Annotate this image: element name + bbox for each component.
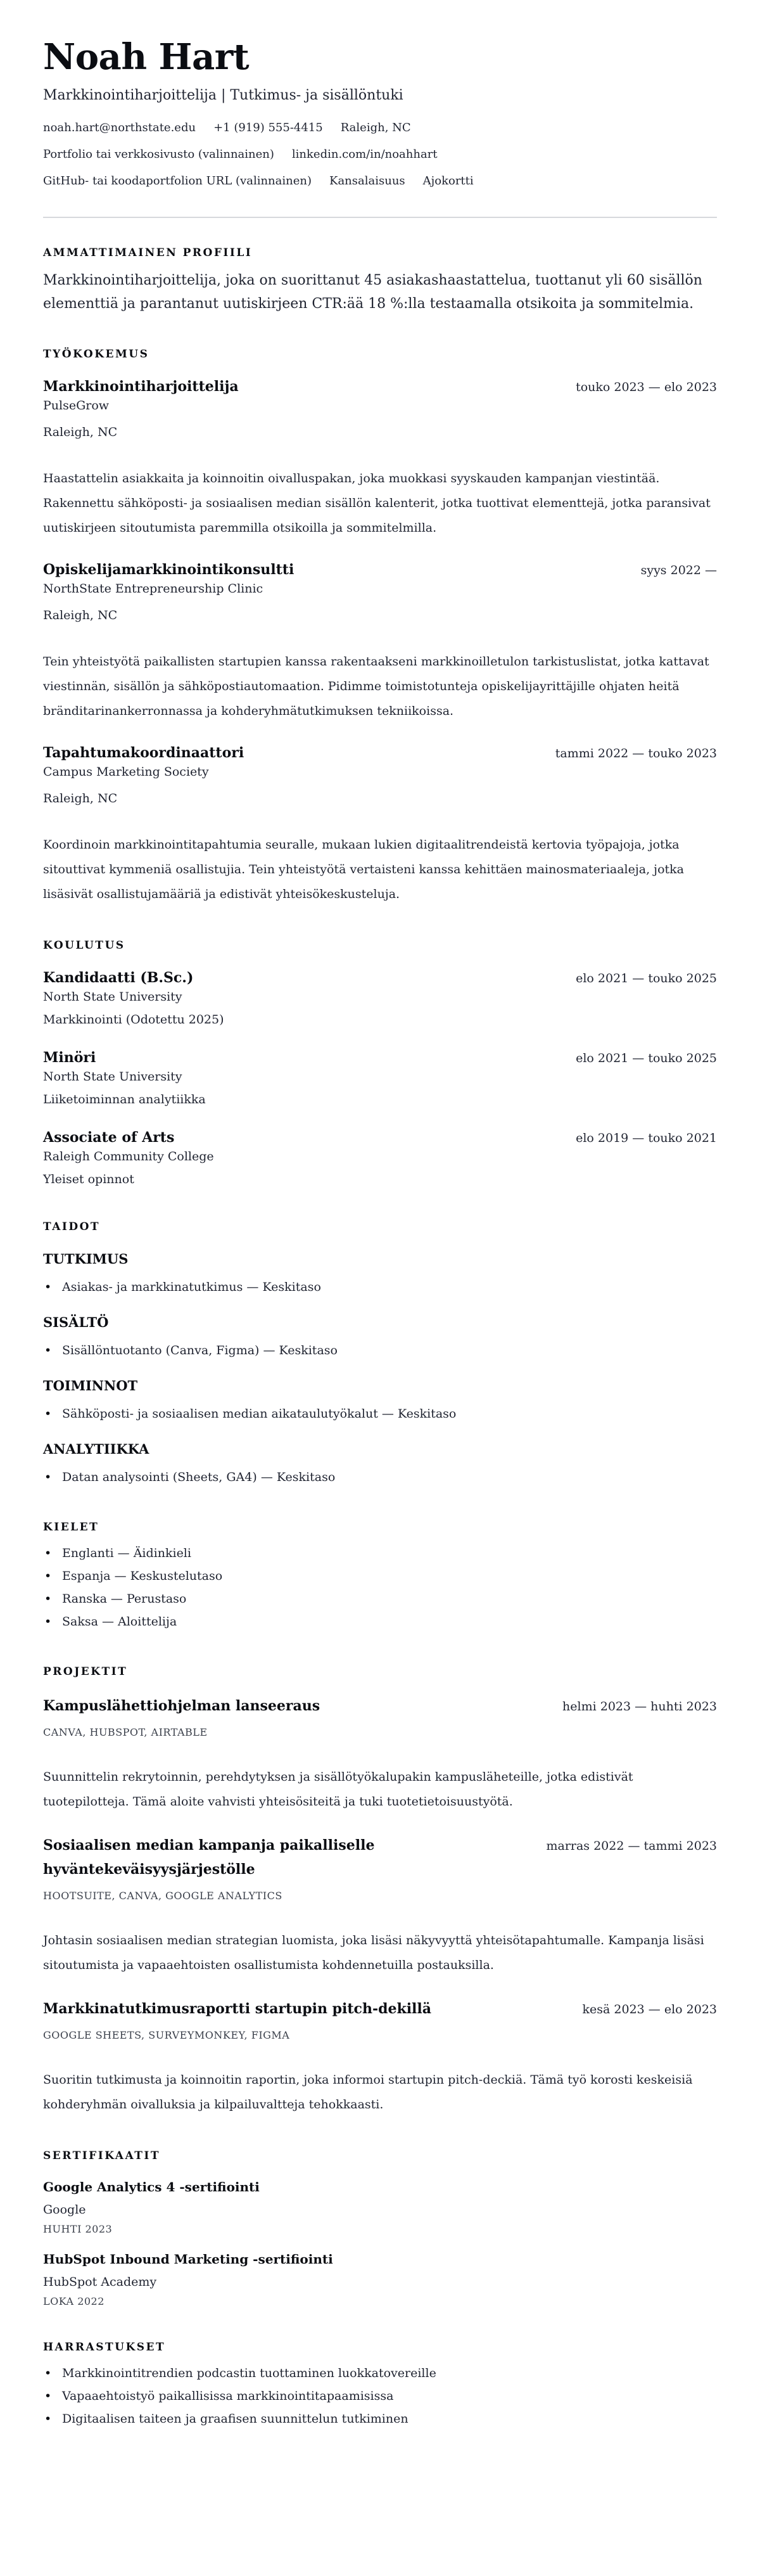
degree-dates: elo 2021 — touko 2025: [576, 1051, 717, 1065]
section-title-skills: TAIDOT: [43, 1221, 101, 1233]
section-title-profile: AMMATTIMAINEN PROFIILI: [43, 247, 253, 259]
skill-item: • Sähköposti- ja sosiaalisen median aikataulutyökalut — Keskitaso: [43, 1402, 717, 1425]
citizenship-field: Kansalaisuus: [329, 174, 405, 188]
certification-name: HubSpot Inbound Marketing -sertifiointi: [43, 2252, 333, 2267]
candidate-headline: Markkinointiharjoittelija | Tutkimus- ja sisällöntuki: [43, 87, 403, 103]
github-link[interactable]: GitHub- tai koodaportfolion URL (valinnainen): [43, 174, 312, 188]
job-title: Markkinointiharjoittelija: [43, 378, 239, 395]
job-description: Koordinoin markkinointitapahtumia seuralle, mukaan lukien digitaalitrendeistä kertovia työpajoja, jotka sitouttivat kymmeniä osallistujia. Tein yhteistyötä vertaisteni kanssa kehittäen mainosmateriaaleja, jotka lisäsivät osallistujamääriä ja edistivät yhteisökeskusteluja.: [43, 838, 684, 901]
contact-email[interactable]: noah.hart@northstate.edu: [43, 121, 196, 134]
degree-title: Minöri: [43, 1049, 96, 1066]
language-item: • Ranska — Perustaso: [43, 1587, 717, 1610]
job-title: Opiskelijamarkkinointikonsultti: [43, 561, 294, 578]
candidate-name: Noah Hart: [43, 36, 250, 78]
skill-group: [43, 1250, 717, 1298]
project-description: Suunnittelin rekrytoinnin, perehdytyksen ja sisällötyökalupakin kampusläheteille, jotka edistivät tuotepilotteja. Tämä aloite vahvisti yhteisösiteitä ja tuki tuotetietoisuustyötä.: [43, 1770, 633, 1809]
project-dates: helmi 2023 — huhti 2023: [562, 1700, 717, 1714]
skill-group: [43, 1377, 717, 1425]
education-entry: [43, 1127, 717, 1188]
language-item: • Saksa — Aloittelija: [43, 1610, 717, 1633]
certification-date: LOKA 2022: [43, 2295, 104, 2307]
hobby-list: [43, 2362, 717, 2430]
skill-list: [43, 1339, 717, 1362]
job-title: Tapahtumakoordinaattori: [43, 745, 244, 761]
section-title-certifications: SERTIFIKAATIT: [43, 2150, 160, 2162]
contact-row-links: [43, 147, 717, 162]
degree-title: Associate of Arts: [43, 1129, 175, 1146]
certification-entry: [43, 2250, 717, 2309]
degree-title: Kandidaatti (B.Sc.): [43, 970, 194, 986]
contact-row-primary: [43, 120, 717, 136]
section-title-experience: TYÖKOKEMUS: [43, 348, 149, 361]
hobby-item: • Digitaalisen taiteen ja graafisen suunnittelun tutkiminen: [43, 2407, 717, 2430]
skills-section: [43, 1220, 717, 1489]
job-company: NorthState Entrepreneurship Clinic: [43, 582, 263, 596]
degree-dates: elo 2019 — touko 2021: [576, 1131, 717, 1145]
degree-detail: Markkinointi (Odotettu 2025): [43, 1013, 224, 1027]
project-dates: kesä 2023 — elo 2023: [582, 2002, 717, 2016]
contact-location: Raleigh, NC: [340, 121, 411, 134]
hobbies-section: [43, 2340, 717, 2430]
skill-group: [43, 1440, 717, 1489]
job-description: Haastattelin asiakkaita ja koinnoitin oivalluspakan, joka muokkasi syyskauden kampanjan viestintää. Rakennettu sähköposti- ja sosiaalisen median sisällön kalenterit, jotka tuottivat elementtejä, jotka paransivat uutiskirjeen sitoutumista paremmilla otsikoilla ja sommitelmilla.: [43, 471, 711, 535]
project-description: Johtasin sosiaalisen median strategian luomista, joka lisäsi näkyvyyttä yhteisötapahtumalle. Kampanja lisäsi sitoutumista ja vapaaehtoisten osallistumista kohdennetuilla postauksilla.: [43, 1933, 704, 1972]
project-tech: GOOGLE SHEETS, SURVEYMONKEY, FIGMA: [43, 2029, 290, 2041]
language-item: • Espanja — Keskustelutaso: [43, 1565, 717, 1587]
certification-entry: [43, 2178, 717, 2236]
job-dates: syys 2022 —: [640, 563, 717, 577]
linkedin-link[interactable]: linkedin.com/in/noahhart: [291, 148, 438, 161]
degree-detail: Yleiset opinnot: [43, 1172, 134, 1186]
skill-list: [43, 1276, 717, 1298]
job-location: Raleigh, NC: [43, 791, 118, 805]
skill-item: • Datan analysointi (Sheets, GA4) — Keskitaso: [43, 1466, 717, 1489]
degree-dates: elo 2021 — touko 2025: [576, 971, 717, 985]
profile-summary: Markkinointiharjoittelija, joka on suorittanut 45 asiakashaastattelua, tuottanut yli 60 sisällön elementtiä ja parantanut uutiskirjeen CTR:ää 18 %:lla testaamalla otsikoita ja sommitelmia.: [43, 272, 702, 312]
experience-entry: [43, 376, 717, 541]
project-entry: [43, 1694, 717, 1814]
education-section: [43, 939, 717, 1188]
skill-group-title: TOIMINNOT: [43, 1378, 138, 1394]
section-title-hobbies: HARRASTUKSET: [43, 2341, 166, 2354]
skill-group: [43, 1314, 717, 1362]
project-tech: HOOTSUITE, CANVA, GOOGLE ANALYTICS: [43, 1890, 282, 1902]
certifications-section: [43, 2149, 717, 2309]
skill-list: [43, 1466, 717, 1489]
project-entry: [43, 1997, 717, 2117]
portfolio-link[interactable]: Portfolio tai verkkosivusto (valinnainen): [43, 148, 274, 161]
hobby-item: • Markkinointitrendien podcastin tuottaminen luokkatovereille: [43, 2362, 717, 2385]
project-entry: [43, 1833, 717, 1978]
job-company: Campus Marketing Society: [43, 765, 209, 779]
contact-row-extra: [43, 174, 717, 189]
project-title: Kampuslähettiohjelman lanseeraus: [43, 1698, 320, 1714]
language-item: • Englanti — Äidinkieli: [43, 1542, 717, 1565]
job-dates: tammi 2022 — touko 2023: [555, 747, 717, 760]
resume-header: [43, 37, 717, 189]
school-name: Raleigh Community College: [43, 1150, 214, 1163]
language-list: [43, 1542, 717, 1633]
drivers-license-field: Ajokortti: [422, 174, 474, 188]
certification-issuer: HubSpot Academy: [43, 2275, 157, 2289]
certification-date: HUHTI 2023: [43, 2223, 113, 2235]
certification-issuer: Google: [43, 2203, 86, 2217]
languages-section: [43, 1520, 717, 1633]
skill-group-title: SISÄLTÖ: [43, 1314, 109, 1330]
project-dates: marras 2022 — tammi 2023: [546, 1839, 717, 1853]
project-description: Suoritin tutkimusta ja koinnoitin raportin, joka informoi startupin pitch-deckiä. Tämä työ korosti keskeisiä kohderyhmän oivalluksia ja kilpailuvaltteja tehokkaasti.: [43, 2073, 693, 2111]
experience-entry: [43, 743, 717, 907]
project-title: Markkinatutkimusraportti startupin pitch-dekillä: [43, 2001, 432, 2017]
skill-group-title: TUTKIMUS: [43, 1251, 129, 1267]
experience-entry: [43, 560, 717, 724]
profile-section: [43, 246, 717, 316]
hobby-item: • Vapaaehtoistyö paikallisissa markkinointitapaamisissa: [43, 2385, 717, 2407]
header-divider: [43, 217, 717, 218]
skill-group-title: ANALYTIIKKA: [43, 1441, 149, 1457]
education-entry: [43, 968, 717, 1028]
job-location: Raleigh, NC: [43, 425, 118, 439]
education-entry: [43, 1048, 717, 1108]
project-tech: CANVA, HUBSPOT, AIRTABLE: [43, 1726, 208, 1738]
job-description: Tein yhteistyötä paikallisten startupien kanssa rakentaakseni markkinoilletulon tarkistuslistat, jotka kattavat viestinnän, sisällön ja sähköpostiautomaation. Pidimme toimistotunteja opiskelijayrittäjille ohjaten heitä bränditarinankerronnassa ja kohderyhmätutkimuksen tekniikoissa.: [43, 655, 709, 718]
section-title-projects: PROJEKTIT: [43, 1665, 128, 1678]
section-title-education: KOULUTUS: [43, 939, 125, 952]
skill-list: [43, 1402, 717, 1425]
project-title: Sosiaalisen median kampanja paikalliselle hyväntekeväisyysjärjestölle: [43, 1837, 375, 1878]
skill-item: • Asiakas- ja markkinatutkimus — Keskitaso: [43, 1276, 717, 1298]
school-name: North State University: [43, 990, 182, 1004]
skill-item: • Sisällöntuotanto (Canva, Figma) — Keskitaso: [43, 1339, 717, 1362]
experience-section: [43, 347, 717, 907]
section-title-languages: KIELET: [43, 1521, 99, 1534]
job-location: Raleigh, NC: [43, 608, 118, 622]
certification-name: Google Analytics 4 -sertifiointi: [43, 2179, 260, 2195]
degree-detail: Liiketoiminnan analytiikka: [43, 1093, 206, 1106]
projects-section: [43, 1665, 717, 2117]
job-dates: touko 2023 — elo 2023: [576, 380, 717, 394]
contact-phone[interactable]: +1 (919) 555-4415: [213, 121, 323, 134]
school-name: North State University: [43, 1070, 182, 1084]
job-company: PulseGrow: [43, 399, 110, 413]
